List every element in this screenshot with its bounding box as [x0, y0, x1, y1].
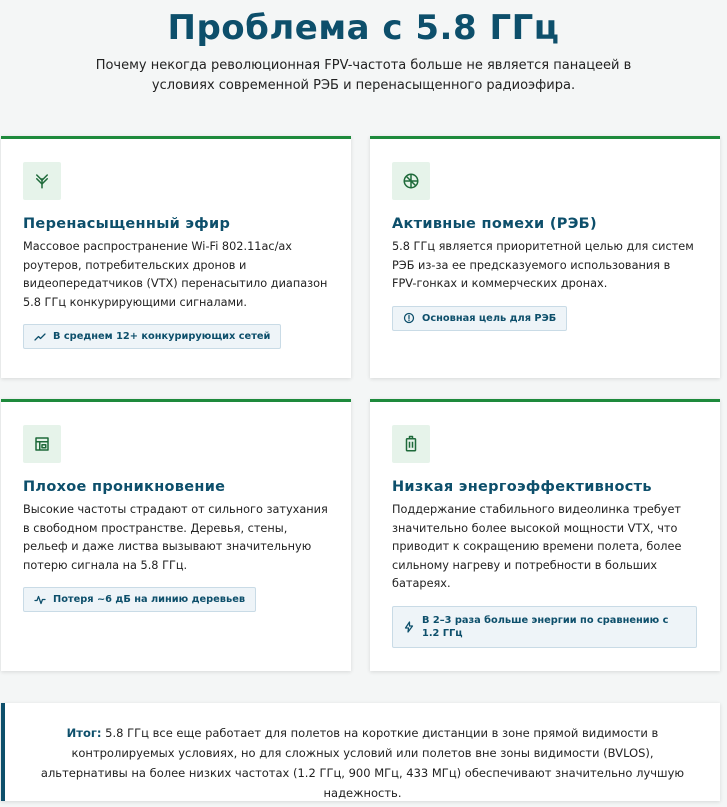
card-text: Поддержание стабильного видеолинка требует значительно более высокой мощности VTX, что приводит к сокращению времени полета, более сильному нагреву и потребности в больших батареях.: [392, 503, 682, 590]
trend-icon: [34, 331, 46, 343]
summary-box: [1, 703, 720, 801]
badge-label: В среднем 12+ конкурирующих сетей: [53, 331, 271, 342]
page-title: Проблема с 5.8 ГГц: [167, 8, 560, 48]
battery-icon: [392, 425, 430, 463]
badge-label: Основная цель для РЭБ: [422, 312, 557, 324]
card-badge: [23, 324, 281, 349]
badge-label: В 2–3 раза больше энергии по сравнению с 1.2 ГГц: [422, 614, 669, 639]
signal-waves-icon: [23, 162, 61, 200]
card-badge: [392, 606, 697, 648]
card-title: Активные помехи (РЭБ): [392, 216, 597, 232]
badge-label: Потеря ~6 дБ на линию деревьев: [53, 594, 246, 605]
card-badge: [392, 306, 567, 331]
crosshair-icon: [392, 162, 430, 200]
building-icon: [23, 425, 61, 463]
card-saturated-air: [1, 136, 351, 378]
card-text: 5.8 ГГц является приоритетной целью для систем РЭБ из-за ее предсказуемого использования в FPV-гонках и коммерческих дронах.: [392, 240, 694, 290]
card-title: Перенасыщенный эфир: [23, 216, 231, 232]
alert-circle-icon: [403, 312, 415, 324]
pulse-icon: [34, 594, 46, 606]
page-subtitle: Почему некогда революционная FPV-частота больше не является панацеей в условиях современной РЭБ и перенасыщенного радиоэфира.: [95, 58, 632, 93]
card-title: Низкая энергоэффективность: [392, 479, 652, 495]
card-active-jamming: [370, 136, 720, 378]
card-text: Массовое распространение Wi-Fi 802.11ac/ax роутеров, потребительских дронов и видеопередатчиков (VTX) перенасытило диапазон 5.8 ГГц конкурирующими сигналами.: [23, 240, 328, 309]
card-badge: [23, 587, 256, 612]
lightning-icon: [403, 621, 415, 633]
card-low-efficiency: [370, 399, 720, 671]
summary-text: 5.8 ГГц все еще работает для полетов на короткие дистанции в зоне прямой видимости в контролируемых условиях, но для сложных условий или полетов вне зоны видимости (BVLOS), альтернативы на более низких частотах (1.2 ГГц, 900 МГц, 433 МГц) обеспечивают значительно лучшую надежность.: [40, 726, 685, 800]
card-title: Плохое проникновение: [23, 479, 226, 495]
card-poor-penetration: [1, 399, 351, 671]
card-text: Высокие частоты страдают от сильного затухания в свободном пространстве. Деревья, стены, рельеф и даже листва вызывают значительную потерю сигнала на 5.8 ГГц.: [23, 503, 328, 572]
summary-label: Итог:: [66, 726, 102, 740]
